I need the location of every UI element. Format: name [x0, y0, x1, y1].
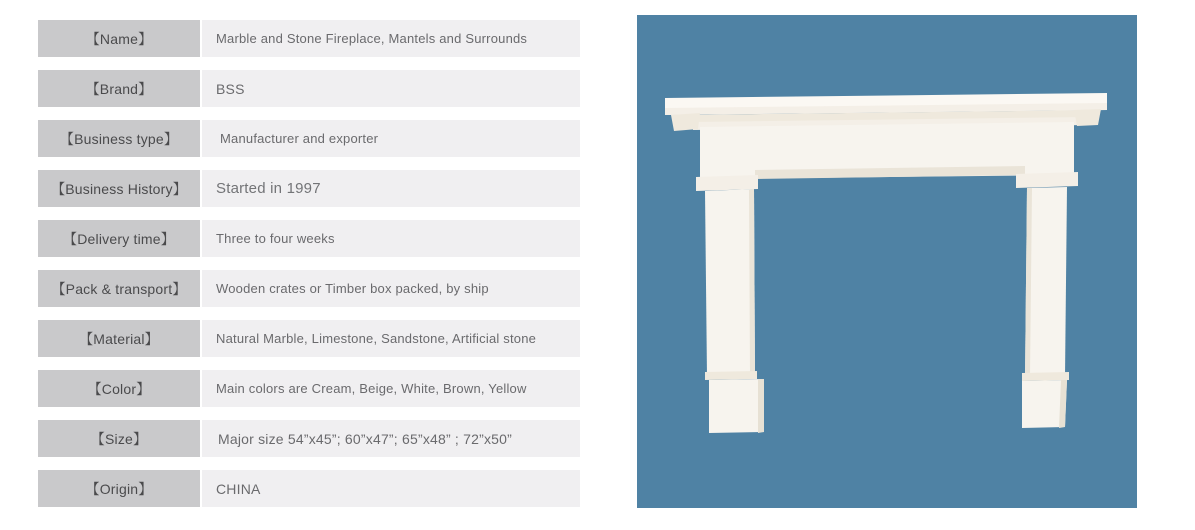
product-photo-fireplace — [637, 15, 1137, 508]
spec-label-business-type: 【Business type】 — [38, 120, 200, 157]
spec-row-name — [38, 20, 580, 57]
spec-row-material — [38, 320, 580, 357]
spec-row-business-type — [38, 120, 580, 157]
spec-row-brand — [38, 70, 580, 107]
spec-row-origin — [38, 470, 580, 507]
left-astragal — [705, 371, 757, 380]
spec-row-pack-transport — [38, 270, 580, 307]
spec-label-delivery-time: 【Delivery time】 — [38, 220, 200, 257]
spec-value-business-type: Manufacturer and exporter — [202, 120, 580, 157]
spec-value-name: Marble and Stone Fireplace, Mantels and Surrounds — [202, 20, 580, 57]
left-leg-inner-shade — [749, 189, 755, 376]
spec-value-business-history: Started in 1997 — [202, 170, 580, 207]
spec-label-color: 【Color】 — [38, 370, 200, 407]
right-corbel — [1074, 109, 1101, 126]
spec-value-material: Natural Marble, Limestone, Sandstone, Artificial stone — [202, 320, 580, 357]
spec-label-origin: 【Origin】 — [38, 470, 200, 507]
spec-row-color — [38, 370, 580, 407]
spec-label-name: 【Name】 — [38, 20, 200, 57]
spec-label-brand: 【Brand】 — [38, 70, 200, 107]
spec-value-brand: BSS — [202, 70, 580, 107]
spec-row-delivery-time — [38, 220, 580, 257]
spec-label-business-history: 【Business History】 — [38, 170, 200, 207]
spec-label-material: 【Material】 — [38, 320, 200, 357]
spec-label-pack-transport: 【Pack & transport】 — [38, 270, 200, 307]
right-capital — [1016, 172, 1078, 188]
right-astragal — [1022, 372, 1069, 381]
left-plinth-side — [758, 379, 764, 433]
product-spec-table — [38, 20, 580, 507]
spec-row-size — [38, 420, 580, 457]
left-leg — [705, 189, 755, 377]
spec-value-color: Main colors are Cream, Beige, White, Brown, Yellow — [202, 370, 580, 407]
spec-row-business-history — [38, 170, 580, 207]
left-corbel — [671, 113, 700, 131]
spec-value-origin: CHINA — [202, 470, 580, 507]
spec-value-delivery-time: Three to four weeks — [202, 220, 580, 257]
spec-label-size: 【Size】 — [38, 420, 200, 457]
spec-value-size: Major size 54”x45”; 60”x47”; 65”x48” ; 72”x50” — [202, 420, 580, 457]
fireplace-illustration — [637, 15, 1137, 508]
spec-value-pack-transport: Wooden crates or Timber box packed, by ship — [202, 270, 580, 307]
left-capital — [696, 175, 758, 191]
left-plinth — [709, 379, 764, 433]
